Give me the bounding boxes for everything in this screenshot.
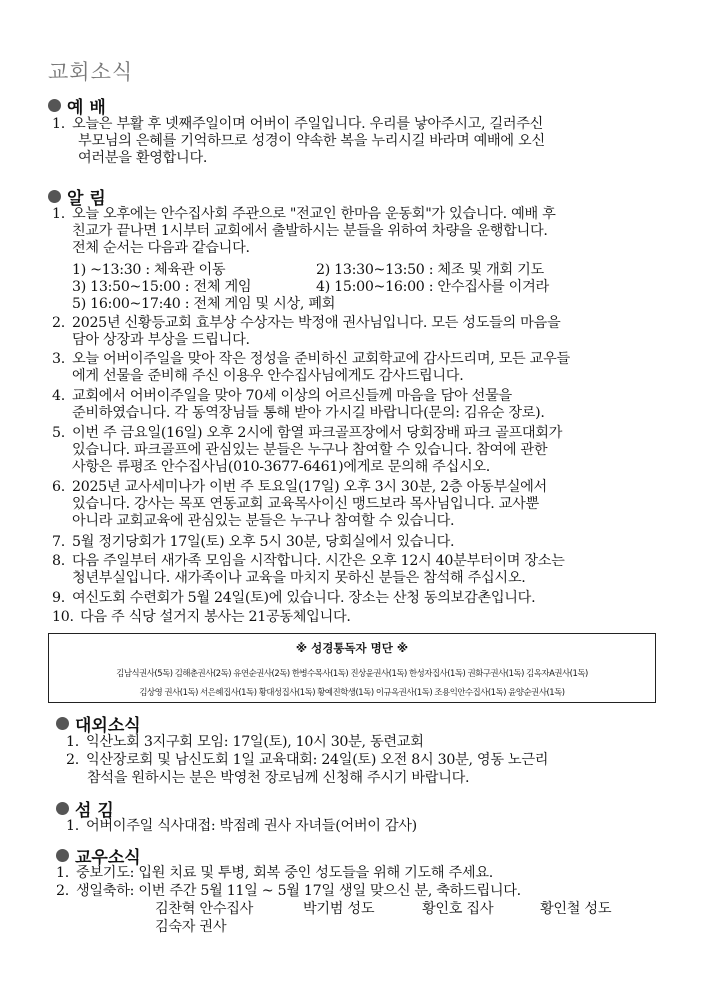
section-title-service: 섬 김 [75, 801, 114, 821]
birthday-name: 황인철 성도 [540, 901, 612, 917]
section-title-members: 교우소식 [75, 848, 141, 868]
list-item: 6. 2025년 교사세미나가 이번 주 토요일(17일) 오후 3시 30분, 2층 아동부실에서 [52, 479, 547, 495]
list-item-cont: 있습니다. 파크골프에 관심있는 분들은 누구나 참여할 수 있습니다. 참여에 관한 [72, 442, 548, 458]
list-item: 1. 중보기도: 입원 치료 및 투병, 회복 중인 성도들을 위해 기도해 주세요. [56, 865, 493, 881]
list-item: 5. 이번 주 금요일(16일) 오후 2시에 함열 파크골프장에서 당회장배 파크 골프대회가 [52, 425, 563, 441]
list-item: 1. 오늘 오후에는 안수집사회 주관으로 "전교인 한마음 운동회"가 있습니다. 예배 후 [52, 206, 556, 222]
list-item: 1. 어버이주일 식사대접: 박점례 권사 자녀들(어버이 감사) [66, 818, 417, 834]
section-title-notices: 알 림 [67, 189, 106, 209]
section-title-worship: 예 배 [67, 98, 106, 118]
bullet-icon [56, 849, 69, 862]
list-item-cont: 친교가 끝나면 1시부터 교회에서 출발하시는 분들을 위하여 차량을 운행합니다. [72, 223, 548, 239]
bible-reading-names: 김남식권사(5독) 김해춘권사(2독) 유연순권사(2독) 한병수목사(1독) 진상윤권사(1독) 한성자집사(1독) 권화구권사(1독) 김옥자A권사(1독) [116, 668, 588, 678]
list-item: 1. 익산노회 3지구회 모임: 17일(토), 10시 30분, 동련교회 [66, 734, 424, 750]
list-item-cont: 에게 선물을 준비해 주신 이용우 안수집사님에게도 감사드립니다. [72, 368, 464, 384]
section-worship-header [48, 93, 106, 118]
schedule-item: 5) 16:00~17:40 : 전체 게임 및 시상, 폐회 [72, 296, 336, 312]
list-item-cont: 사항은 류평조 안수집사님(010-3677-6461)에게로 문의해 주십시오. [72, 459, 491, 475]
list-item: 8. 다음 주일부터 새가족 모임을 시작합니다. 시간은 오후 12시 40분부터이며 장소는 [52, 553, 565, 569]
bullet-icon [48, 190, 61, 203]
list-item: 2. 익산장로회 및 남신도회 1일 교육대회: 24일(토) 오전 8시 30분, 영동 노근리 [66, 752, 549, 768]
birthday-name: 김찬혁 안수집사 [155, 901, 254, 917]
bullet-icon [56, 717, 69, 730]
list-item: 4. 교회에서 어버이주일을 맞아 70세 이상의 어르신들께 마음을 담아 선물을 [52, 388, 512, 404]
list-item-cont: 담아 상장과 부상을 드립니다. [72, 332, 250, 348]
list-item: 3. 오늘 어버이주일을 맞아 작은 정성을 준비하신 교회학교에 감사드리며, 모든 교우들 [52, 351, 570, 367]
list-item-cont: 부모님의 은혜를 기억하므로 성경이 약속한 복을 누리시길 바라며 예배에 오신 [78, 133, 545, 149]
list-item-cont: 청년부실입니다. 새가족이나 교육을 마치지 못하신 분들은 참석해 주십시오. [72, 570, 526, 586]
list-item: 10. 다음 주 식당 설거지 봉사는 21공동체입니다. [52, 609, 351, 625]
bible-reading-box [48, 633, 656, 703]
list-item-cont: 있습니다. 강사는 목포 연동교회 교육목사이신 맹드보라 목사님입니다. 교사뿐 [72, 496, 539, 512]
section-external-header [56, 711, 141, 736]
list-item: 1. 오늘은 부활 후 넷째주일이며 어버이 주일입니다. 우리를 낳아주시고, 길러주신 [52, 116, 544, 132]
birthday-name: 황인호 집사 [422, 901, 494, 917]
list-item: 9. 여신도회 수련회가 5월 24일(토)에 있습니다. 장소는 산청 동의보감촌입니다. [52, 590, 536, 606]
list-item: 7. 5월 정기당회가 17일(토) 오후 5시 30분, 당회실에서 있습니다. [52, 534, 455, 550]
section-title-external: 대외소식 [75, 716, 141, 736]
schedule-item: 4) 15:00~16:00 : 안수집사를 이겨라 [316, 279, 549, 295]
list-item-cont: 여러분을 환영합니다. [78, 150, 208, 166]
page-title: 교회소식 [48, 60, 134, 84]
bullet-icon [56, 802, 69, 815]
list-item-cont: 준비하였습니다. 각 동역장님들 통해 받아 가시길 바랍니다(문의: 김유순 장로). [72, 405, 545, 421]
schedule-item: 3) 13:50~15:00 : 전체 게임 [72, 279, 252, 295]
list-item-cont: 아니라 교회교육에 관심있는 분들은 누구나 참여할 수 있습니다. [72, 513, 455, 529]
bible-reading-box-title: ※ 성경통독자 명단 ※ [295, 641, 409, 655]
bible-reading-names: 김상영 권사(1독) 서은혜집사(1독) 황대성집사(1독) 황예진학생(1독) 이규옥권사(1독) 조용익안수집사(1독) 윤양순권사(1독) [139, 687, 565, 697]
birthday-name: 김숙자 권사 [155, 919, 227, 935]
list-item-cont: 전체 순서는 다음과 같습니다. [72, 240, 250, 256]
bullet-icon [48, 99, 61, 112]
birthday-name: 박기범 성도 [303, 901, 375, 917]
schedule-item: 2) 13:30~13:50 : 체조 및 개회 기도 [316, 262, 544, 278]
list-item: 2. 2025년 신황등교회 효부상 수상자는 박정애 권사님입니다. 모든 성도들의 마음을 [52, 315, 561, 331]
schedule-item: 1) ~13:30 : 체육관 이동 [72, 262, 226, 278]
list-item: 2. 생일축하: 이번 주간 5월 11일 ~ 5월 17일 생일 맞으신 분, 축하드립니다. [56, 883, 521, 899]
list-item-cont: 참석을 원하시는 분은 박영천 장로님께 신청해 주시기 바랍니다. [87, 770, 470, 786]
